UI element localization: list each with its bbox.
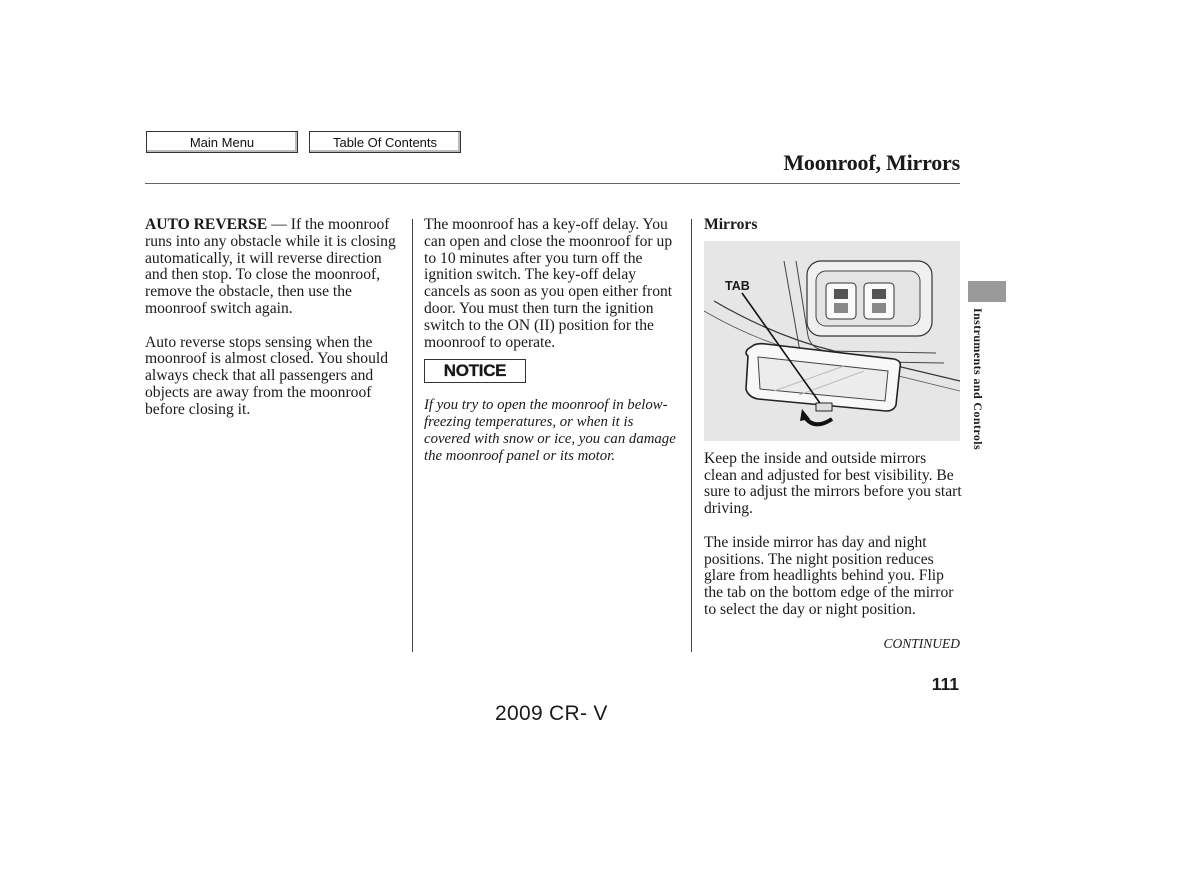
page-number: 111: [931, 674, 959, 694]
main-menu-button[interactable]: Main Menu: [146, 131, 298, 153]
mirrors-paragraph-1: Keep the inside and outside mirrors clean and adjusted for best visibility. Be sure to adjust the mirrors before you start driving.: [704, 449, 962, 518]
auto-reverse-sensing-paragraph: Auto reverse stops sensing when the moonroof is almost closed. You should always check that all passengers and objects are away from the moonroof before closing it.: [145, 333, 389, 418]
column-mirrors: [704, 217, 962, 636]
auto-reverse-text: If the moonroof runs into any obstacle while it is closing automatically, it will reverse direction and then stop. To close the moonroof, remove the obstacle, then use the moonroof switch again.: [145, 216, 396, 317]
auto-reverse-heading: AUTO REVERSE: [145, 216, 268, 233]
mirrors-heading: Mirrors: [704, 216, 758, 233]
continued-label: CONTINUED: [883, 636, 960, 651]
column-divider: [691, 219, 692, 652]
model-label: 2009 CR- V: [495, 702, 608, 725]
section-tab-marker: [968, 281, 1006, 302]
column-divider: [412, 219, 413, 652]
rearview-mirror-illustration: [704, 241, 960, 441]
notice-text: If you try to open the moonroof in below-freezing temperatures, or when it is covered with snow or ice, you can damage the moonroof panel or its motor.: [424, 397, 676, 464]
auto-reverse-paragraph: [145, 217, 403, 318]
mirrors-paragraph-2: The inside mirror has day and night positions. The night position reduces glare from headlights behind you. Flip the tab on the bottom edge of the mirror to select the day or night position.: [704, 533, 954, 618]
page-title: Moonroof, Mirrors: [783, 150, 960, 175]
header-rule: [145, 183, 960, 184]
mirror-drawing: [704, 241, 960, 441]
column-key-off-delay: [424, 217, 682, 465]
column-auto-reverse: [145, 217, 403, 435]
section-tab-label: Instruments and Controls: [971, 308, 985, 451]
notice-badge: NOTICE: [424, 359, 526, 383]
tab-label: TAB: [725, 278, 750, 293]
auto-reverse-dash: —: [271, 216, 287, 233]
table-of-contents-button[interactable]: Table Of Contents: [309, 131, 461, 153]
key-off-delay-paragraph: The moonroof has a key-off delay. You can open and close the moonroof for up to 10 minutes after you turn off the ignition switch. The key-off delay cancels as soon as you open either front door. You must then turn the ignition switch to the ON (II) position for the moonroof to operate.: [424, 216, 673, 351]
